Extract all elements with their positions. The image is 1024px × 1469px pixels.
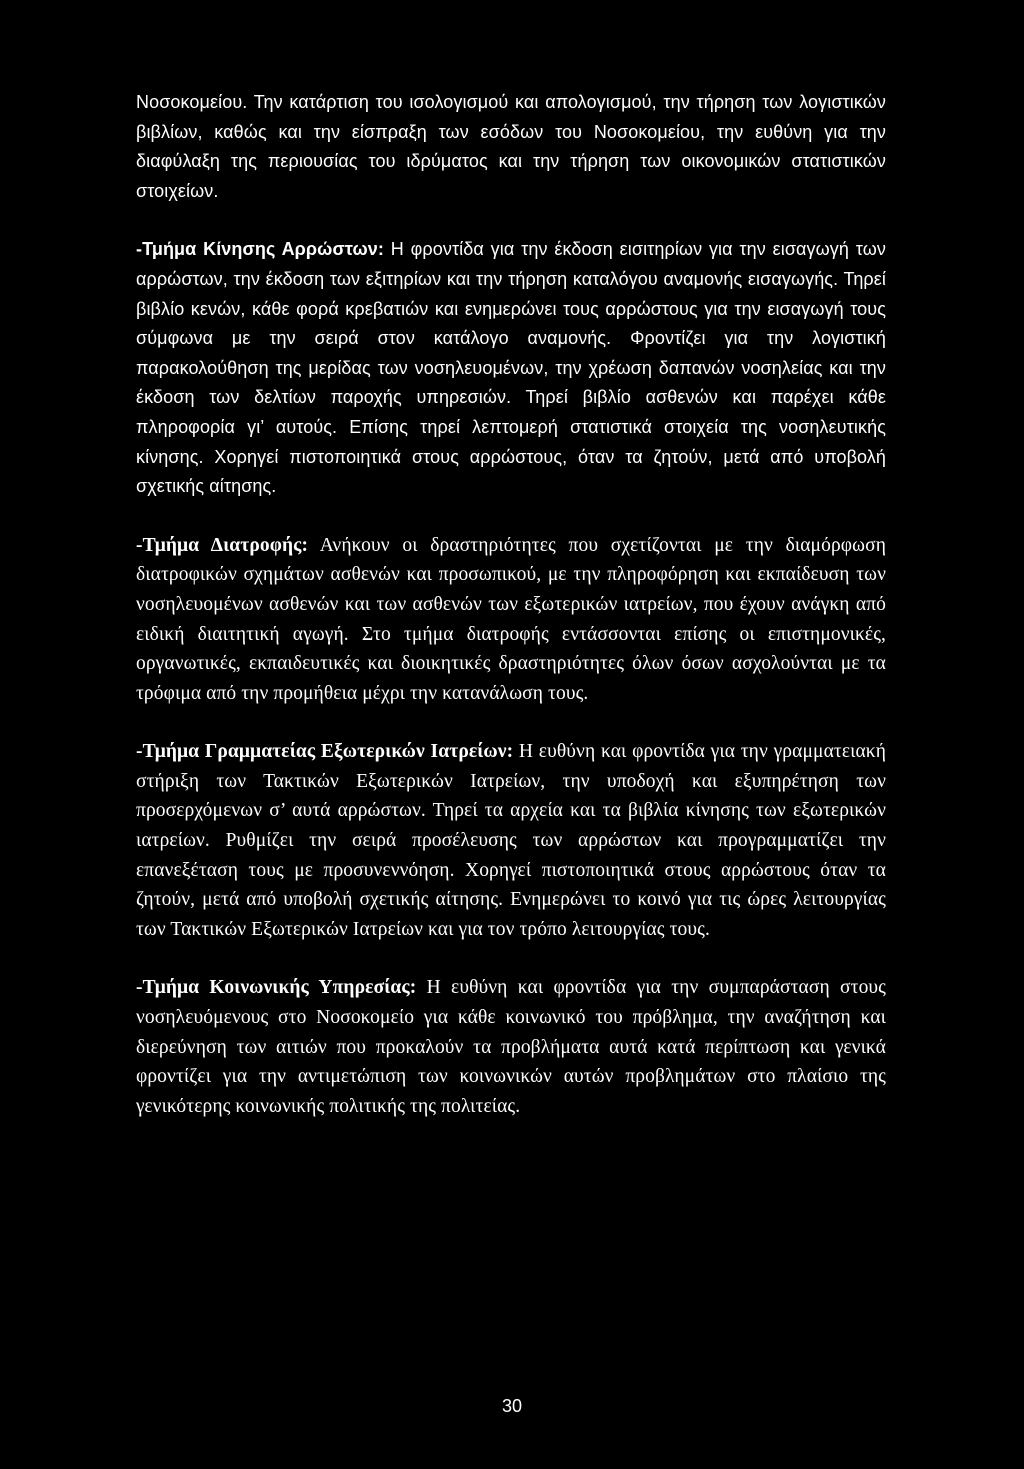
paragraph-nutrition bbox=[136, 531, 886, 709]
section-heading-nutrition: -Τμήμα Διατροφής: bbox=[136, 534, 309, 556]
paragraph-patient-movement bbox=[136, 235, 886, 501]
paragraph-text: Η ευθύνη και φροντίδα για την συμπαράσταση στους νοσηλευόμενους στο Νοσοκομείο για κάθε κοινωνικό του πρόβλημα, την αναζήτηση και διερεύνηση των αιτιών που προκαλούν τα προβλήματα αυτά κατά περίπτωση και γενικά φροντίζει για την αντιμετώπιση των κοινωνικών αυτών προβλημάτων στο πλαίσιο της γενικότερης κοινωνικής πολιτικής της πολιτείας. bbox=[136, 977, 886, 1117]
paragraph-outpatient-secretariat bbox=[136, 737, 886, 944]
document-body bbox=[136, 88, 886, 1121]
paragraph-accounting bbox=[136, 88, 886, 206]
paragraph-text: Η ευθύνη και φροντίδα για την γραμματειακή στήριξη των Τακτικών Εξωτερικών Ιατρείων, την υποδοχή και εξυπηρέτηση των προσερχόμενων σ’ αυτά αρρώστων. Τηρεί τα αρχεία και τα βιβλία κίνησης των εξωτερικών ιατρείων. Ρυθμίζει την σειρά προσέλευσης των αρρώστων και προγραμματίζει την επανεξέταση τους με προσυνεννόηση. Χορηγεί πιστοποιητικά στους αρρώστους όταν τα ζητούν, μετά από υποβολή σχετικής αίτησης. Ενημερώνει το κοινό για τις ώρες λειτουργίας των Τακτικών Εξωτερικών Ιατρείων και για τον τρόπο λειτουργίας τους. bbox=[136, 741, 886, 940]
section-heading-social-service: -Τμήμα Κοινωνικής Υπηρεσίας: bbox=[136, 977, 417, 999]
paragraph-text: Νοσοκομείου. Την κατάρτιση του ισολογισμού και απολογισμού, την τήρηση των λογιστικών βιβλίων, καθώς και την είσπραξη των εσόδων του Νοσοκομείου, την ευθύνη για την διαφύλαξη της περιουσίας του ιδρύματος και την τήρηση των οικονομικών στατιστικών στοιχείων. bbox=[136, 92, 886, 201]
paragraph-text: Η φροντίδα για την έκδοση εισιτηρίων για την εισαγωγή των αρρώστων, την έκδοση των εξιτηρίων και την τήρηση καταλόγου αναμονής εισαγωγής. Τηρεί βιβλίο κενών, κάθε φορά κρεβατιών και ενημερώνει τους αρρώστους για την εισαγωγή τους σύμφωνα με την σειρά στον κατάλογο αναμονής. Φροντίζει για την λογιστική παρακολούθηση της μερίδας των νοσηλευομένων, την χρέωση δαπανών νοσηλείας και την έκδοση των δελτίων παροχής υπηρεσιών. Τηρεί βιβλίο ασθενών και παρέχει κάθε πληροφορία γι’ αυτούς. Επίσης τηρεί λεπτομερή στατιστικά στοιχεία της νοσηλευτικής κίνησης. Χορηγεί πιστοποιητικά στους αρρώστους, όταν τα ζητούν, μετά από υποβολή σχετικής αίτησης. bbox=[136, 239, 886, 497]
section-heading-outpatient-secretariat: -Τμήμα Γραμματείας Εξωτερικών Ιατρείων: bbox=[136, 741, 514, 763]
page-number: 30 bbox=[501, 1396, 523, 1416]
paragraph-social-service bbox=[136, 973, 886, 1121]
section-heading-patient-movement: -Τμήμα Κίνησης Αρρώστων: bbox=[136, 239, 385, 260]
paragraph-text: Ανήκουν οι δραστηριότητες που σχετίζονται με την διαμόρφωση διατροφικών σχημάτων ασθενών και προσωπικού, με την πληροφόρηση και εκπαίδευση των νοσηλευομένων ασθενών και των ασθενών των εξωτερικών ιατρείων, που έχουν ανάγκη από ειδική διαιτητική αγωγή. Στο τμήμα διατροφής εντάσσονται επίσης οι επιστημονικές, οργανωτικές, εκπαιδευτικές και διοικητικές δραστηριότητες όλων όσων ασχολούνται με τα τρόφιμα από την προμήθεια μέχρι την κατανάλωση τους. bbox=[136, 534, 886, 704]
